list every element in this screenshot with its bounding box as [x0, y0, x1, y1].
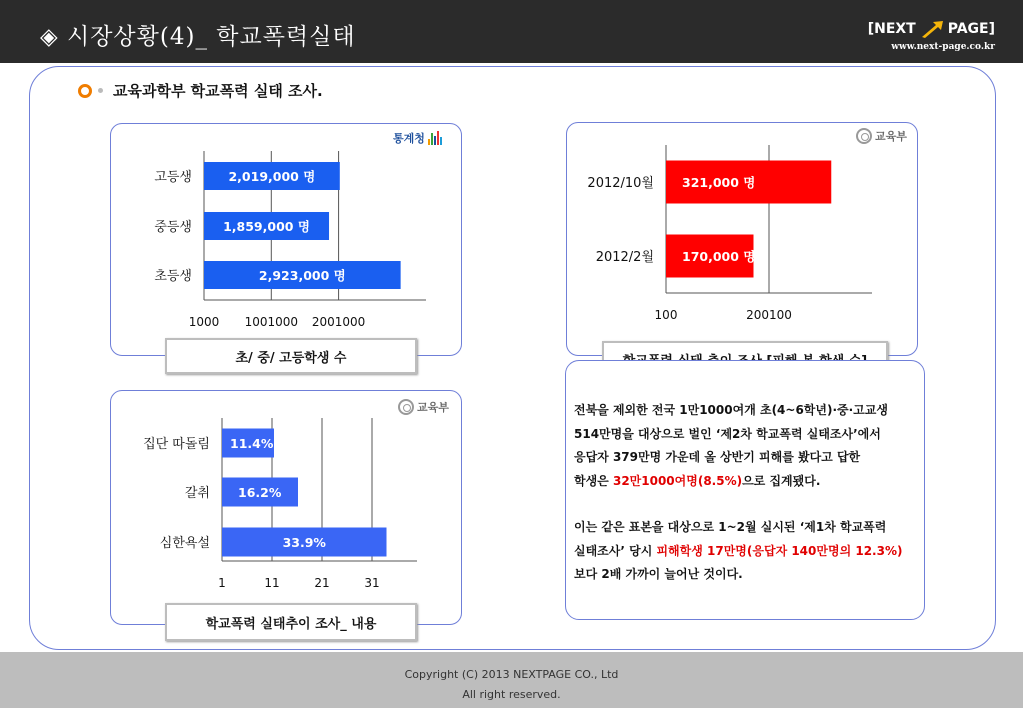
arrow-icon [920, 20, 944, 38]
x-tick-label: 21 [314, 576, 330, 590]
data-label: 33.9% [282, 535, 326, 550]
logo-url: www.next-page.co.kr [891, 42, 995, 52]
logo-left-text: [NEXT [867, 21, 916, 37]
category-label: 고등생 [154, 170, 192, 185]
category-label: 집단 따돌림 [143, 437, 210, 452]
x-tick-label: 2001000 [311, 315, 366, 329]
summary-line: 응답자 379만명 가운데 올 상반기 피해를 봤다고 답한 [574, 450, 861, 464]
stat-bars-icon [428, 131, 442, 145]
highlight-text: 피해학생 17만명(응답자 140만명의 12.3%) [656, 543, 903, 558]
summary-paragraph-2 [574, 516, 914, 587]
students-chart-caption: 초/ 중/ 고등학생 수 [165, 338, 417, 374]
category-label: 2012/2월 [595, 250, 654, 265]
x-tick-label: 200100 [746, 308, 792, 322]
x-tick-label: 100 [654, 308, 678, 322]
orange-ring-icon [78, 84, 92, 98]
category-label: 2012/10월 [587, 176, 654, 191]
summary-line: 전북을 제외한 전국 1만1000여개 초(4~6학년)·중·고교생 [574, 403, 888, 417]
category-label: 초등생 [154, 269, 192, 284]
moe-source-bottom [398, 399, 449, 415]
copyright-text: Copyright (C) 2013 NEXTPAGE CO., Ltd [404, 668, 619, 681]
summary-line: 실태조사’ 당시 [574, 543, 657, 558]
logo-right-text: PAGE] [947, 21, 995, 37]
highlight-text: 32만1000여명(8.5%) [612, 473, 743, 488]
footer [0, 652, 1023, 708]
summary-line: 학생은 [574, 473, 613, 488]
summary-line: 이는 같은 표본을 대상으로 1~2월 실시된 ‘제1차 학교폭력 [574, 520, 887, 534]
data-label: 170,000 명 [682, 249, 756, 264]
x-tick-label: 11 [264, 576, 280, 590]
students-bar-chart [130, 148, 440, 338]
section-title [78, 80, 323, 101]
trend-bar-chart [576, 145, 896, 330]
moe-source-top [856, 128, 907, 144]
data-label: 16.2% [238, 485, 282, 500]
x-tick-label: 31 [364, 576, 380, 590]
moe-source-label: 교육부 [875, 130, 907, 143]
rights-text: All right reserved. [462, 688, 561, 701]
content-bar-chart [130, 418, 430, 598]
category-label: 중등생 [154, 220, 192, 235]
summary-line: 으로 집계됐다. [742, 473, 821, 488]
x-tick-label: 1001000 [244, 315, 299, 329]
stat-source [393, 130, 442, 146]
category-label: 심한욕설 [159, 536, 210, 551]
moe-emblem-icon [856, 128, 872, 144]
page-title: ◈ 시장상황(4)_ 학교폭력실태 [40, 24, 356, 50]
content-chart-caption: 학교폭력 실태추이 조사_ 내용 [165, 603, 417, 641]
summary-line: 보다 2배 가까이 늘어난 것이다. [574, 567, 743, 581]
stat-source-label: 통계청 [393, 132, 425, 145]
bullet-dot-icon [98, 88, 103, 93]
data-label: 1,859,000 명 [223, 219, 310, 234]
data-label: 2,923,000 명 [258, 268, 346, 283]
x-tick-label: 1 [218, 576, 226, 590]
section-title-text: 교육과학부 학교폭력 실태 조사. [113, 82, 323, 100]
summary-paragraph-1 [574, 399, 914, 493]
category-label: 갈취 [184, 486, 210, 501]
data-label: 321,000 명 [682, 175, 756, 190]
nextpage-logo [868, 20, 995, 52]
x-tick-label: 1000 [188, 315, 220, 329]
data-label: 11.4% [230, 436, 274, 451]
moe-emblem-icon [398, 399, 414, 415]
header-bar [0, 0, 1023, 63]
summary-line: 514만명을 대상으로 벌인 ‘제2차 학교폭력 실태조사’에서 [574, 426, 881, 441]
data-label: 2,019,000 명 [228, 169, 316, 184]
survey-summary-box [565, 360, 925, 620]
moe-source-label: 교육부 [417, 401, 449, 414]
